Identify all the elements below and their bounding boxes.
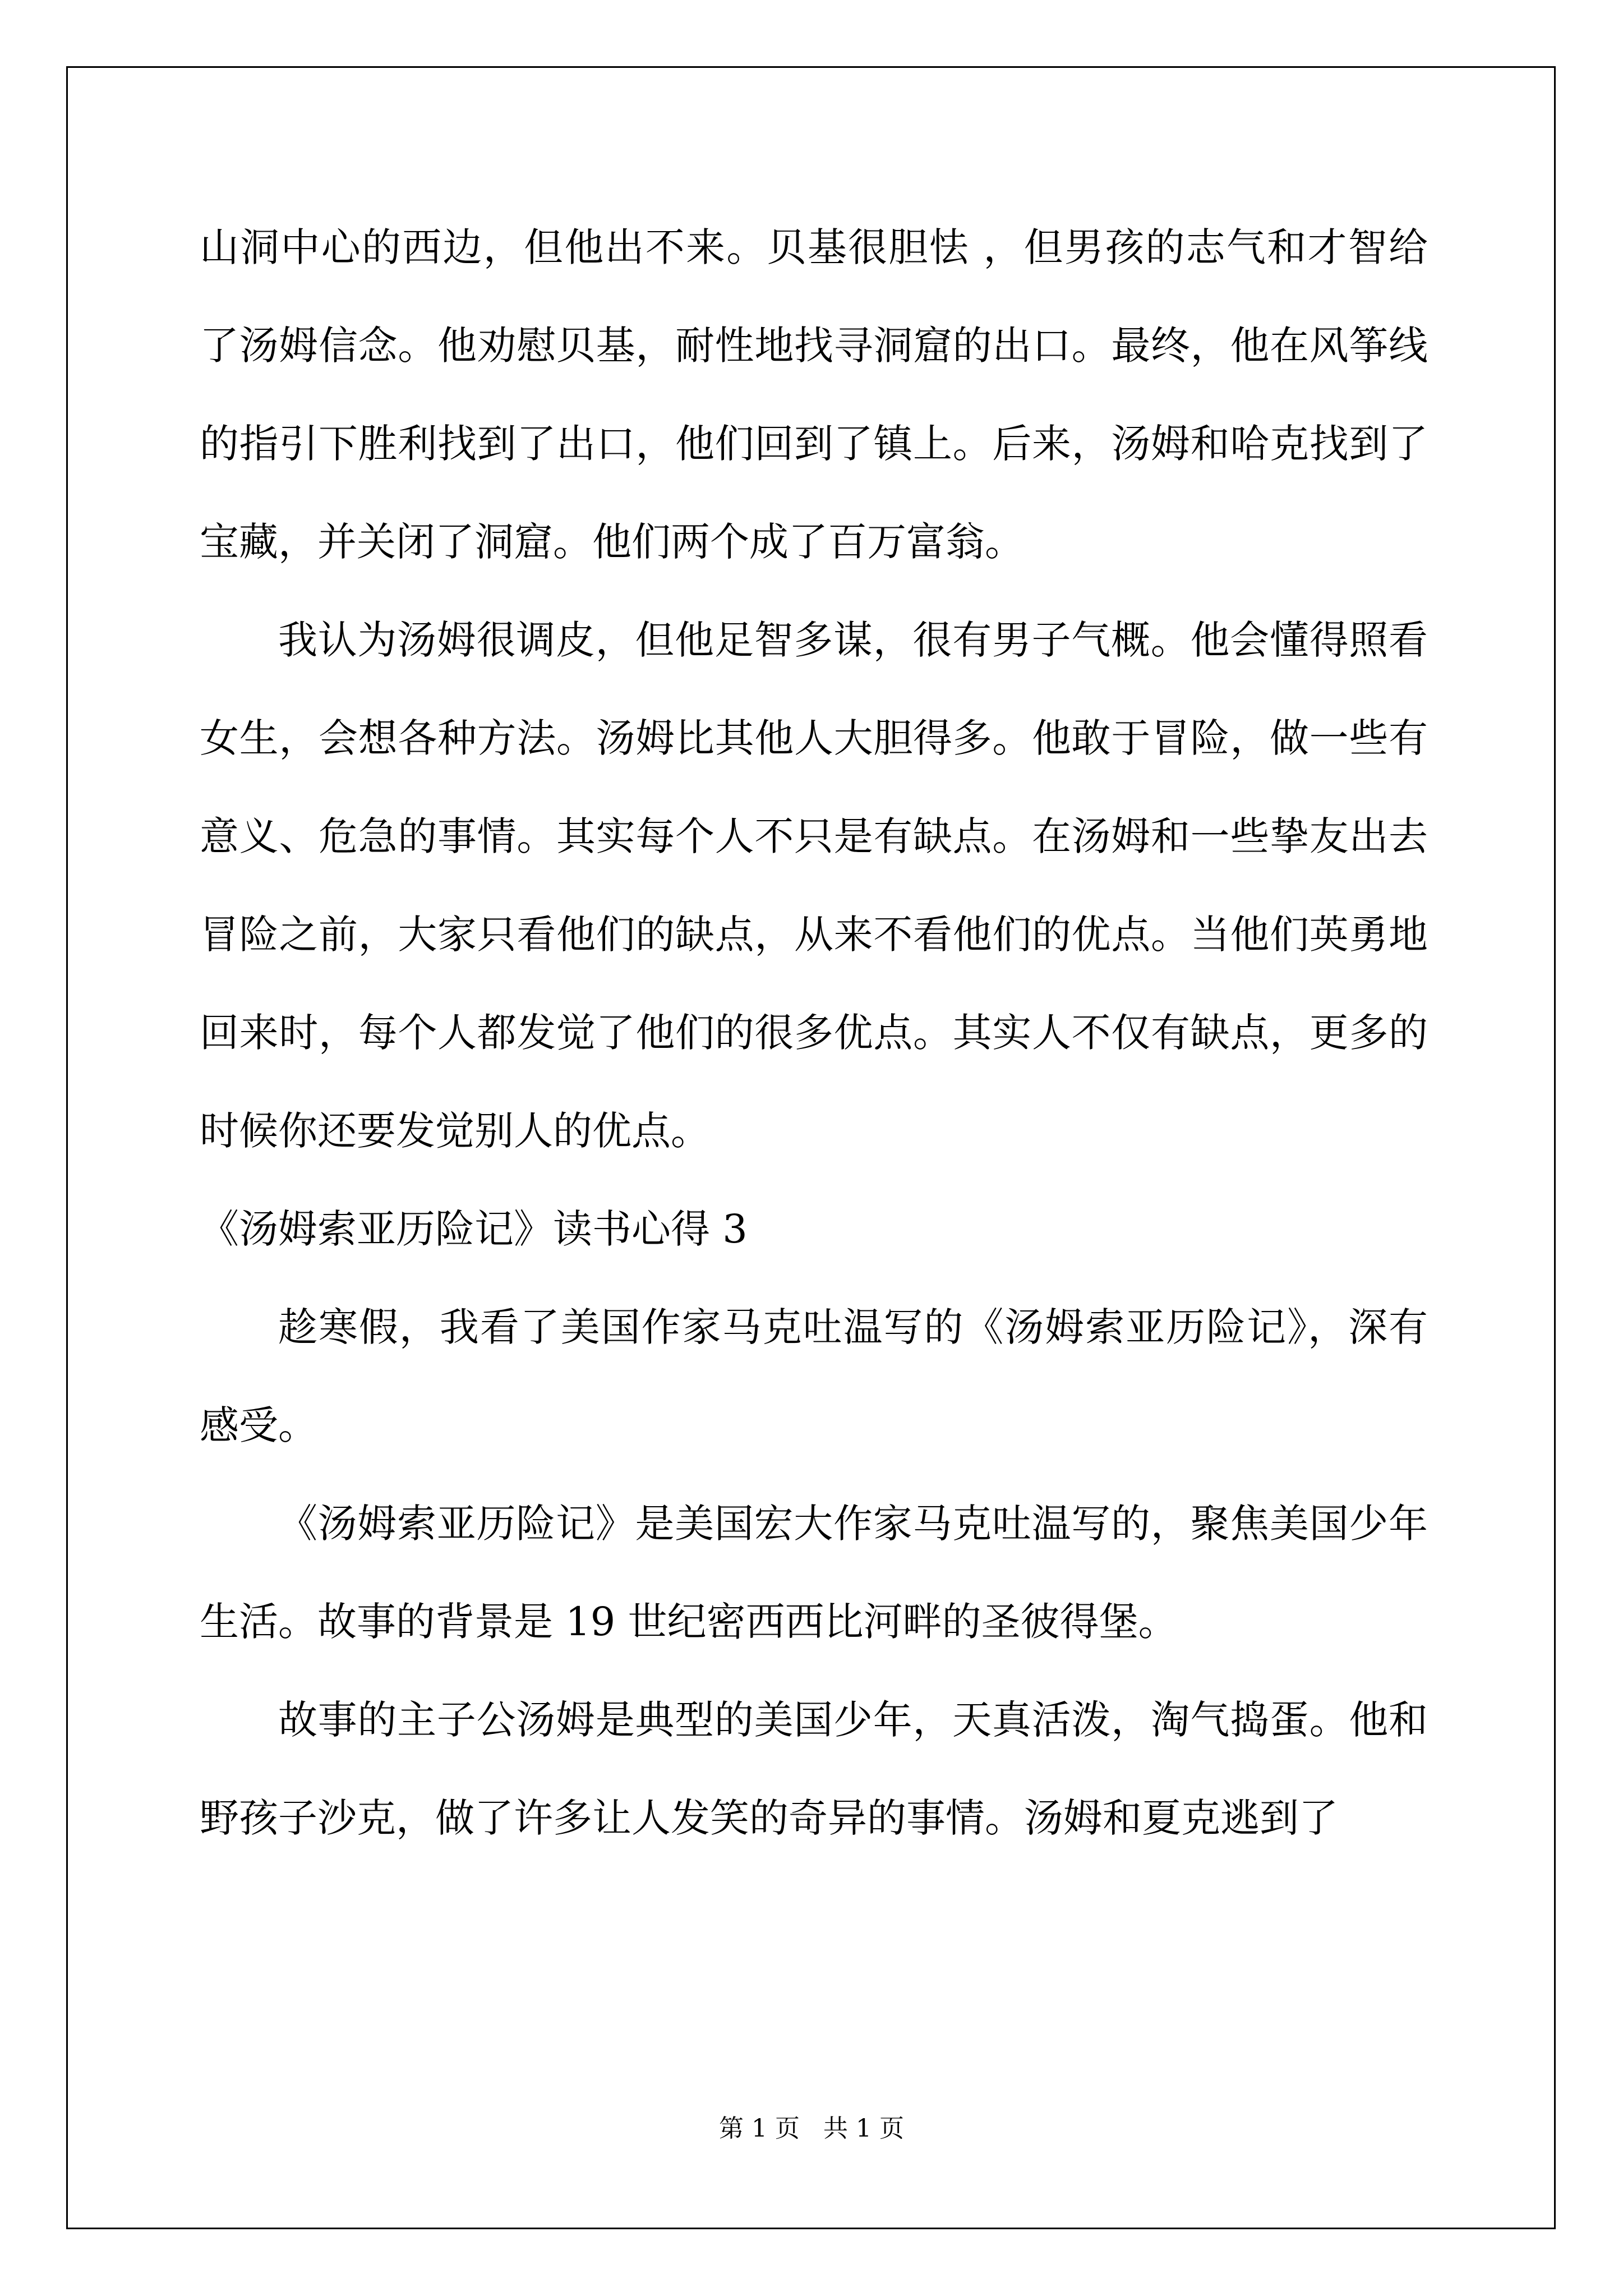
document-body	[200, 199, 1428, 1867]
page-footer: 第 1 页 共 1 页	[719, 2114, 904, 2143]
paragraph-background: 《汤姆索亚历险记》是美国宏大作家马克吐温写的，聚焦美国少年生活。故事的背景是 19 世纪密西西比河畔的圣彼得堡。	[200, 1501, 1428, 1645]
paragraph-opinion: 我认为汤姆很调皮，但他足智多谋，很有男子气概。他会懂得照看女生，会想各种方法。汤姆比其他人大胆得多。他敢于冒险，做一些有意义、危急的事情。其实每个人不只是有缺点。在汤姆和一些挚友出去冒险之前，大家只看他们的缺点，从来不看他们的优点。当他们英勇地回来时，每个人都发觉了他们的很多优点。其实人不仅有缺点，更多的时候你还要发觉别人的优点。	[200, 617, 1428, 1154]
section-heading: 《汤姆索亚历险记》读书心得 3	[200, 1206, 748, 1252]
paragraph-protagonist: 故事的主子公汤姆是典型的美国少年，天真活泼，淘气捣蛋。他和野孩子沙克，做了许多让人发笑的奇异的事情。汤姆和夏克逃到了	[200, 1697, 1428, 1841]
paragraph-continued: 山洞中心的西边，但他出不来。贝基很胆怯 ，但男孩的志气和才智给了汤姆信念。他劝慰贝基，耐性地找寻洞窟的出口。最终，他在风筝线的指引下胜利找到了出口，他们回到了镇上。后来，汤姆和哈克找到了宝藏，并关闭了洞窟。他们两个成了百万富翁。	[200, 224, 1428, 565]
paragraph-intro: 趁寒假，我看了美国作家马克吐温写的《汤姆索亚历险记》，深有感受。	[200, 1304, 1428, 1448]
